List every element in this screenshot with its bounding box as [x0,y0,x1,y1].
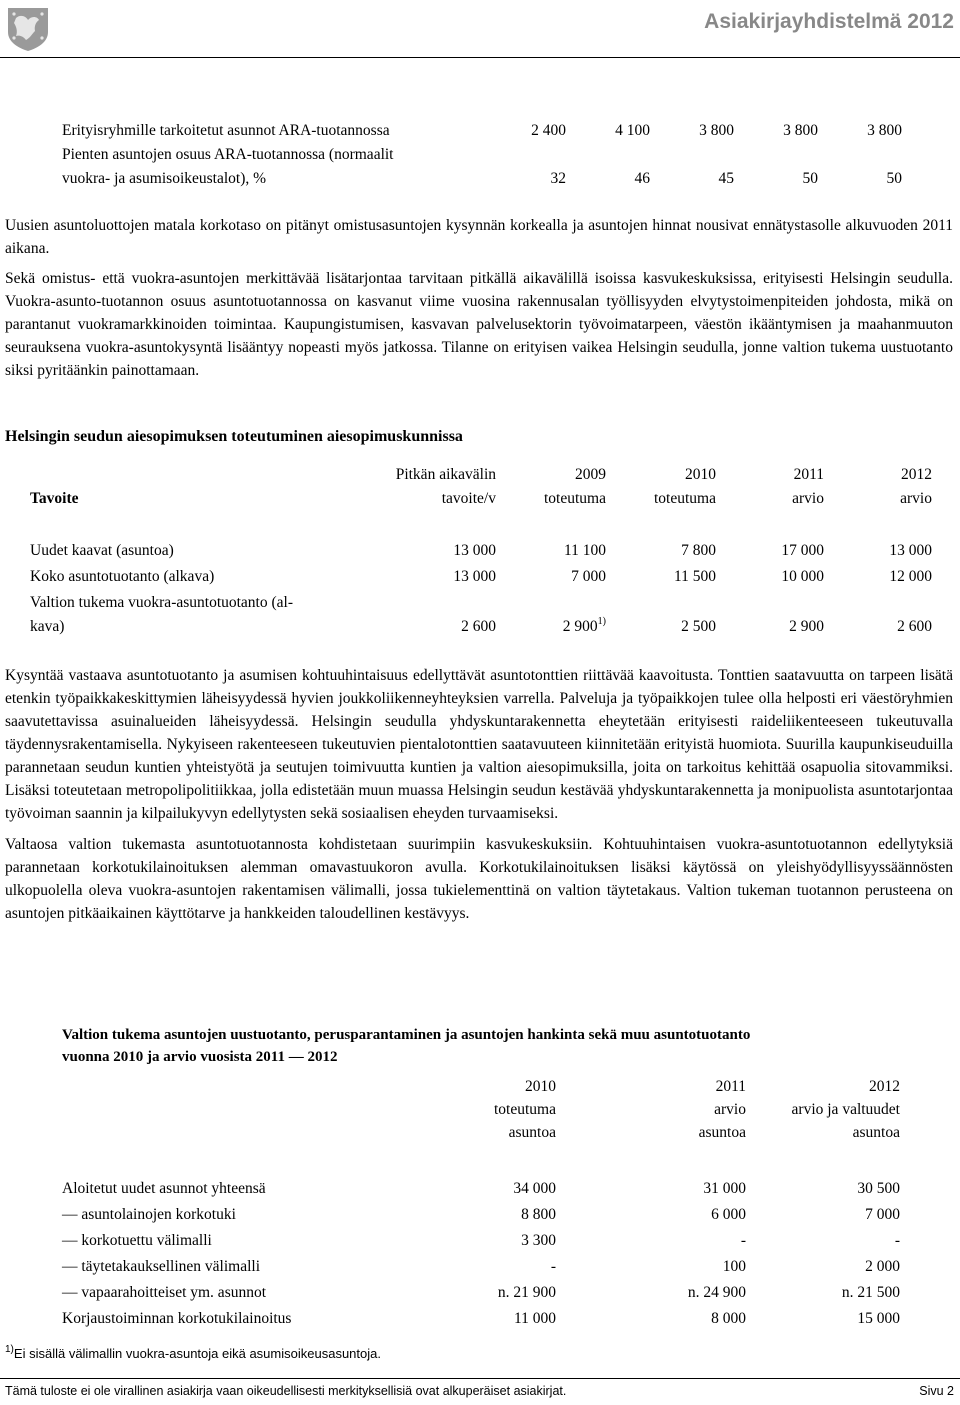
row-label: — asuntolainojen korkotuki [62,1206,236,1223]
table-row [62,140,902,164]
cell-value [496,560,606,586]
row-label: Pienten asuntojen osuus ARA-tuotannossa (normaalit [62,146,394,163]
header-divider [0,57,960,58]
page-number: Sivu 2 [919,1384,954,1398]
table-row [62,1224,900,1250]
cell-value [716,536,824,560]
cell-value: 3 800 [783,122,818,139]
cell-value: n. 21 900 [497,1284,556,1301]
col-header: 2011 [793,466,824,483]
table-row [62,1276,900,1302]
row-label: — täytetakauksellinen välimalli [62,1258,260,1275]
col-header: 2012 [869,1078,900,1095]
cell-number: 17 000 [781,542,824,559]
cell-value [496,586,606,612]
col-header: Pitkän aikavälin [395,466,496,483]
cell-value [650,140,734,164]
ara-production-table [62,116,902,188]
cell-value: 7 000 [865,1206,900,1223]
cell-number: 10 000 [781,568,824,585]
cell-number: 11 100 [563,542,606,559]
table-row [62,116,902,140]
cell-value: 3 300 [521,1232,556,1249]
row-label: Koko asuntotuotanto (alkava) [30,568,215,585]
row-label: — korkotuettu välimalli [62,1232,212,1249]
cell-number: 7 800 [681,542,716,559]
cell-value: 45 [718,170,734,187]
cell-number: 2 600 [461,618,496,635]
col-header: toteutuma [494,1101,556,1118]
col-header: 2010 [685,466,716,483]
cell-value [716,586,824,612]
cell-value [734,140,818,164]
paragraph: Kysyntää vastaava asuntotuotanto ja asumisen kohtuuhintaisuus edellyttävät asuntotonttien riittävää kaavoitusta. Tonttien saatavuutta on tarpeen lisätä etenkin työpaikkakeskittymien läheisyydessä hyvien joukkoliikenneyhteyksien varrella. Palveluja ja työpaikkojen tulee olla helposti eri väestöryhmien saavutettavissa asuinalueiden läheisyydessä. Helsingin seudulla yhdyskuntarakennetta eheytetään erityisesti raideliikenteeseen tukeutuvalla täydennysrakentamisella. Nykyiseen rakenteeseen tukeutuvien pientalotonttien saatavuuteen kiinnitetään erityistä huomiota. Suurilla kaupunkiseuduilla parannetaan seudun kuntien yhteistyötä ja seutujen toimivuutta kuntien ja valtion aiesopimuksilla, joita on tarkoitus kehittää osapuolia sitovammiksi. Lisäksi toteutetaan metropolipolitiikkaa, jolla edistetään muun muassa Helsingin seudun kestävää yhdyskuntarakennetta ja monipuolista asuntotarjontaa työvoiman saannin ja kilpailukyvyn edellytysten sekä sosiaalisen eheyden turvaamiseksi. [5,667,953,822]
cell-value [566,140,650,164]
cell-value: 50 [802,170,818,187]
cell-value: 50 [886,170,902,187]
cell-value: 15 000 [857,1310,900,1327]
cell-value: n. 21 500 [841,1284,900,1301]
row-label: kava) [30,618,65,635]
col-header: arvio [792,490,824,507]
cell-value: 100 [722,1258,746,1275]
col-header: 2009 [575,466,606,483]
table-row [30,560,932,586]
col-header: asuntoa [852,1124,900,1141]
cell-value: 32 [550,170,566,187]
row-label: vuokra- ja asumisoikeustalot), % [62,170,267,187]
cell-number: 13 000 [889,542,932,559]
text-block-1 [5,214,953,382]
col-header: toteutuma [544,490,606,507]
cell-value [716,612,824,636]
cell-value: 8 800 [521,1206,556,1223]
footnote [5,1346,381,1361]
text-block-2 [5,664,953,925]
cell-number: 2 500 [681,618,716,635]
cell-value: 3 800 [699,122,734,139]
col-header: toteutuma [654,490,716,507]
cell-value: 2 400 [531,122,566,139]
cell-number: 11 500 [673,568,716,585]
cell-value: 4 100 [615,122,650,139]
cell-value [824,536,932,560]
cell-value [606,560,716,586]
footnote-mark: 1) [5,1344,14,1355]
table-row [30,612,932,636]
paragraph: Valtaosa valtion tukemasta asuntotuotannosta kohdistetaan suurimpiin kasvukeskuksiin. Kohtuuhintaisen vuokra-asuntotuotannon edellytyksiä parannetaan korkotukilainoituksen alemman omavastuukoron avulla. Korkotukilainoituksen lisäksi käytössä on yleishyödyllisyyssäännösten ulkopuolella oleva vuokra-asuntojen rakentamisen välimalli, jossa tukielementtinä on valtion täytetakaus. Valtion tukeman tuotannon perusteena on asuntojen pitkäaikainen käyttötarve ja hankkeiden taloudellinen kestävyys. [5,836,953,922]
cell-value [496,612,606,636]
table-row [30,586,932,612]
table3-title: Valtion tukema asuntojen uustuotanto, perusparantaminen ja asuntojen hankinta sekä muu asuntotuotanto vuonna 2010 ja arvio vuosista 2011 — 2012 [62,1027,751,1065]
cell-value: 6 000 [711,1206,746,1223]
cell-number: 7 000 [571,568,606,585]
cell-number: 13 000 [453,568,496,585]
cell-value: 34 000 [513,1180,556,1197]
cell-number: 13 000 [453,542,496,559]
row-header: Tavoite [30,490,79,507]
col-header: arvio [714,1101,746,1118]
cell-value [716,560,824,586]
cell-value [372,536,496,560]
lion-crest-icon [4,4,52,52]
row-label: Erityisryhmille tarkoitetut asunnot ARA-tuotannossa [62,122,390,139]
document-title: Asiakirjayhdistelmä 2012 [704,10,954,33]
cell-value [496,536,606,560]
cell-value: - [740,1232,746,1249]
cell-value [482,140,566,164]
cell-value: 46 [634,170,650,187]
paragraph: Sekä omistus- että vuokra-asuntojen merkittävää lisätarjontaa tarvitaan pitkällä aikavälillä isoissa kasvukeskuksissa, erityisesti Helsingin seudulla. Vuokra-asunto-tuotannon osuus asuntotuotannossa on kasvanut viime vuosina rakennusalan työllisyyden elvytystoimenpiteiden johdosta, mikä on parantanut vuokramarkkinoiden toimintaa. Kaupungistumisen, kasvavan palvelusektorin työvoimatarpeen, väestön ikääntymisen ja maahanmuuton seurauksena vuokra-asuntokysyntä lisääntyy nopeasti myös jatkossa. Tilanne on erityisen vaikea Helsingin seudulla, jonne valtion tukema uustuotanto siksi pyritäänkin painottamaan. [5,270,953,379]
cell-value [606,612,716,636]
cell-number: 2 900 [562,618,598,635]
cell-value [818,140,902,164]
cell-value [372,560,496,586]
cell-value [824,560,932,586]
table-row [62,1172,900,1198]
cell-value: 30 500 [857,1180,900,1197]
footnote-mark: 1) [597,616,606,627]
cell-value: n. 24 900 [687,1284,746,1301]
col-header: arvio ja valtuudet [791,1101,900,1118]
cell-value: 11 000 [513,1310,556,1327]
table-row [30,536,932,560]
row-label: — vapaarahoitteiset ym. asunnot [62,1284,267,1301]
row-label: Valtion tukema vuokra-asuntotuotanto (al- [30,594,294,611]
helsinki-agreement-table [30,460,932,636]
page-header [0,0,960,60]
footer-divider [0,1378,960,1379]
col-header: asuntoa [508,1124,556,1141]
cell-value [824,612,932,636]
col-header: 2010 [525,1078,556,1095]
footnote-text: Ei sisällä välimallin vuokra-asuntoja eikä asumisoikeusasuntoja. [13,1346,381,1361]
col-header: tavoite/v [441,490,496,507]
cell-value: - [550,1258,556,1275]
cell-value: - [894,1232,900,1249]
paragraph: Uusien asuntoluottojen matala korkotaso on pitänyt omistusasuntojen kysynnän korkealla ja asuntojen hinnat nousivat ennätystasolle alkuvuoden 2011 aikana. [5,217,953,257]
footer-disclaimer: Tämä tuloste ei ole virallinen asiakirja vaan oikeudellisesti merkityksellisiä ovat alkuperäiset asiakirjat. [5,1384,567,1398]
state-supported-housing-table [62,1073,900,1328]
cell-value [606,536,716,560]
cell-value [606,586,716,612]
col-header: asuntoa [698,1124,746,1141]
row-label: Uudet kaavat (asuntoa) [30,542,174,559]
cell-value [372,612,496,636]
col-header: arvio [900,490,932,507]
cell-number: 2 600 [897,618,932,635]
table-row [62,164,902,188]
row-label: Aloitetut uudet asunnot yhteensä [62,1180,266,1197]
table2-title: Helsingin seudun aiesopimuksen toteutuminen aiesopimuskunnissa [5,428,463,445]
table-row [62,1250,900,1276]
cell-value: 8 000 [711,1310,746,1327]
cell-value [372,586,496,612]
cell-number: 2 900 [789,618,824,635]
cell-value: 3 800 [867,122,902,139]
table-row [62,1198,900,1224]
col-header: 2011 [715,1078,746,1095]
cell-value: 2 000 [865,1258,900,1275]
cell-number: 12 000 [889,568,932,585]
row-label: Korjaustoiminnan korkotukilainoitus [62,1310,292,1327]
table-row [62,1302,900,1328]
cell-value: 31 000 [703,1180,746,1197]
col-header: 2012 [901,466,932,483]
cell-value [824,586,932,612]
